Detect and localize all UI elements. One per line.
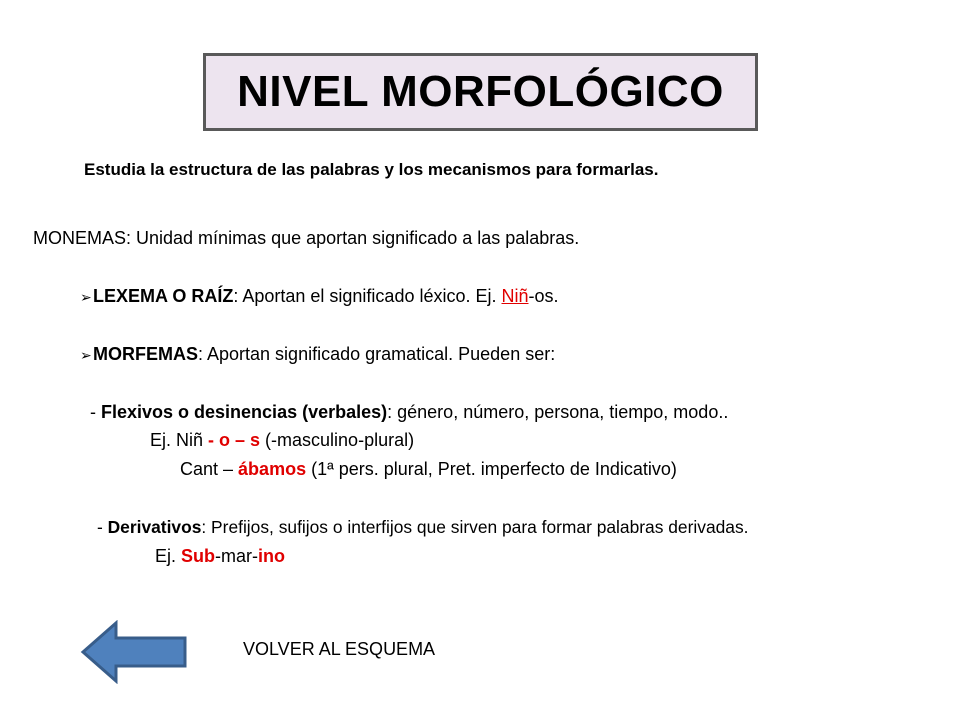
morfemas-definition: : Aportan significado gramatical. Pueden ser: — [198, 344, 556, 364]
title-box — [203, 53, 758, 131]
monemas-line — [33, 228, 579, 249]
flexivos-example-1 — [150, 430, 414, 451]
flexivos-ex2-root: Cant – — [180, 459, 239, 479]
flexivos-definition: : género, número, persona, tiempo, modo.. — [387, 402, 729, 422]
lexema-example-suffix: -os. — [528, 286, 559, 306]
lexema-definition: : Aportan el significado léxico. Ej. — [233, 286, 502, 306]
derivativos-ex-part1: Sub — [181, 546, 216, 566]
left-arrow-icon — [80, 620, 188, 684]
lexema-term: LEXEMA O RAÍZ — [93, 286, 234, 306]
flexivos-line — [90, 402, 728, 423]
page-title: NIVEL MORFOLÓGICO — [237, 67, 724, 116]
flexivos-example-2 — [180, 459, 677, 480]
bullet-arrow-icon: ➢ — [80, 289, 92, 305]
subtitle: Estudia la estructura de las palabras y los mecanismos para formarlas. — [84, 160, 659, 179]
flexivos-ex1-note: (-masculino-plural) — [260, 430, 415, 450]
flexivos-ex1-prefix: Ej. Niñ — [150, 430, 209, 450]
back-arrow-button[interactable] — [80, 620, 188, 684]
derivativos-term: Derivativos — [107, 517, 202, 537]
bullet-arrow-icon: ➢ — [80, 347, 92, 363]
derivativos-dash: - — [97, 517, 108, 537]
morfemas-line — [80, 344, 555, 365]
flexivos-ex2-morph: ábamos — [238, 459, 307, 479]
derivativos-ex-part3: ino — [258, 546, 286, 566]
flexivos-ex2-note: (1ª pers. plural, Pret. imperfecto de Indicativo) — [306, 459, 677, 479]
lexema-line — [80, 286, 559, 307]
morfemas-term: MORFEMAS — [93, 344, 198, 364]
derivativos-definition: : Prefijos, sufijos o interfijos que sirven para formar palabras derivadas. — [201, 517, 749, 537]
flexivos-ex1-morph: - o – s — [208, 430, 261, 450]
flexivos-term: Flexivos o desinencias (verbales) — [101, 402, 388, 422]
lexema-example-root: Niñ — [501, 286, 529, 306]
flexivos-dash: - — [90, 402, 101, 422]
monemas-definition: : Unidad mínimas que aportan significado a las palabras. — [126, 228, 580, 248]
derivativos-ex-prefix: Ej. — [155, 546, 182, 566]
derivativos-example — [155, 546, 285, 567]
derivativos-line — [97, 517, 748, 538]
back-to-outline-link[interactable]: VOLVER AL ESQUEMA — [243, 639, 436, 659]
derivativos-ex-part2: -mar- — [215, 546, 259, 566]
monemas-term: MONEMAS — [33, 228, 127, 248]
